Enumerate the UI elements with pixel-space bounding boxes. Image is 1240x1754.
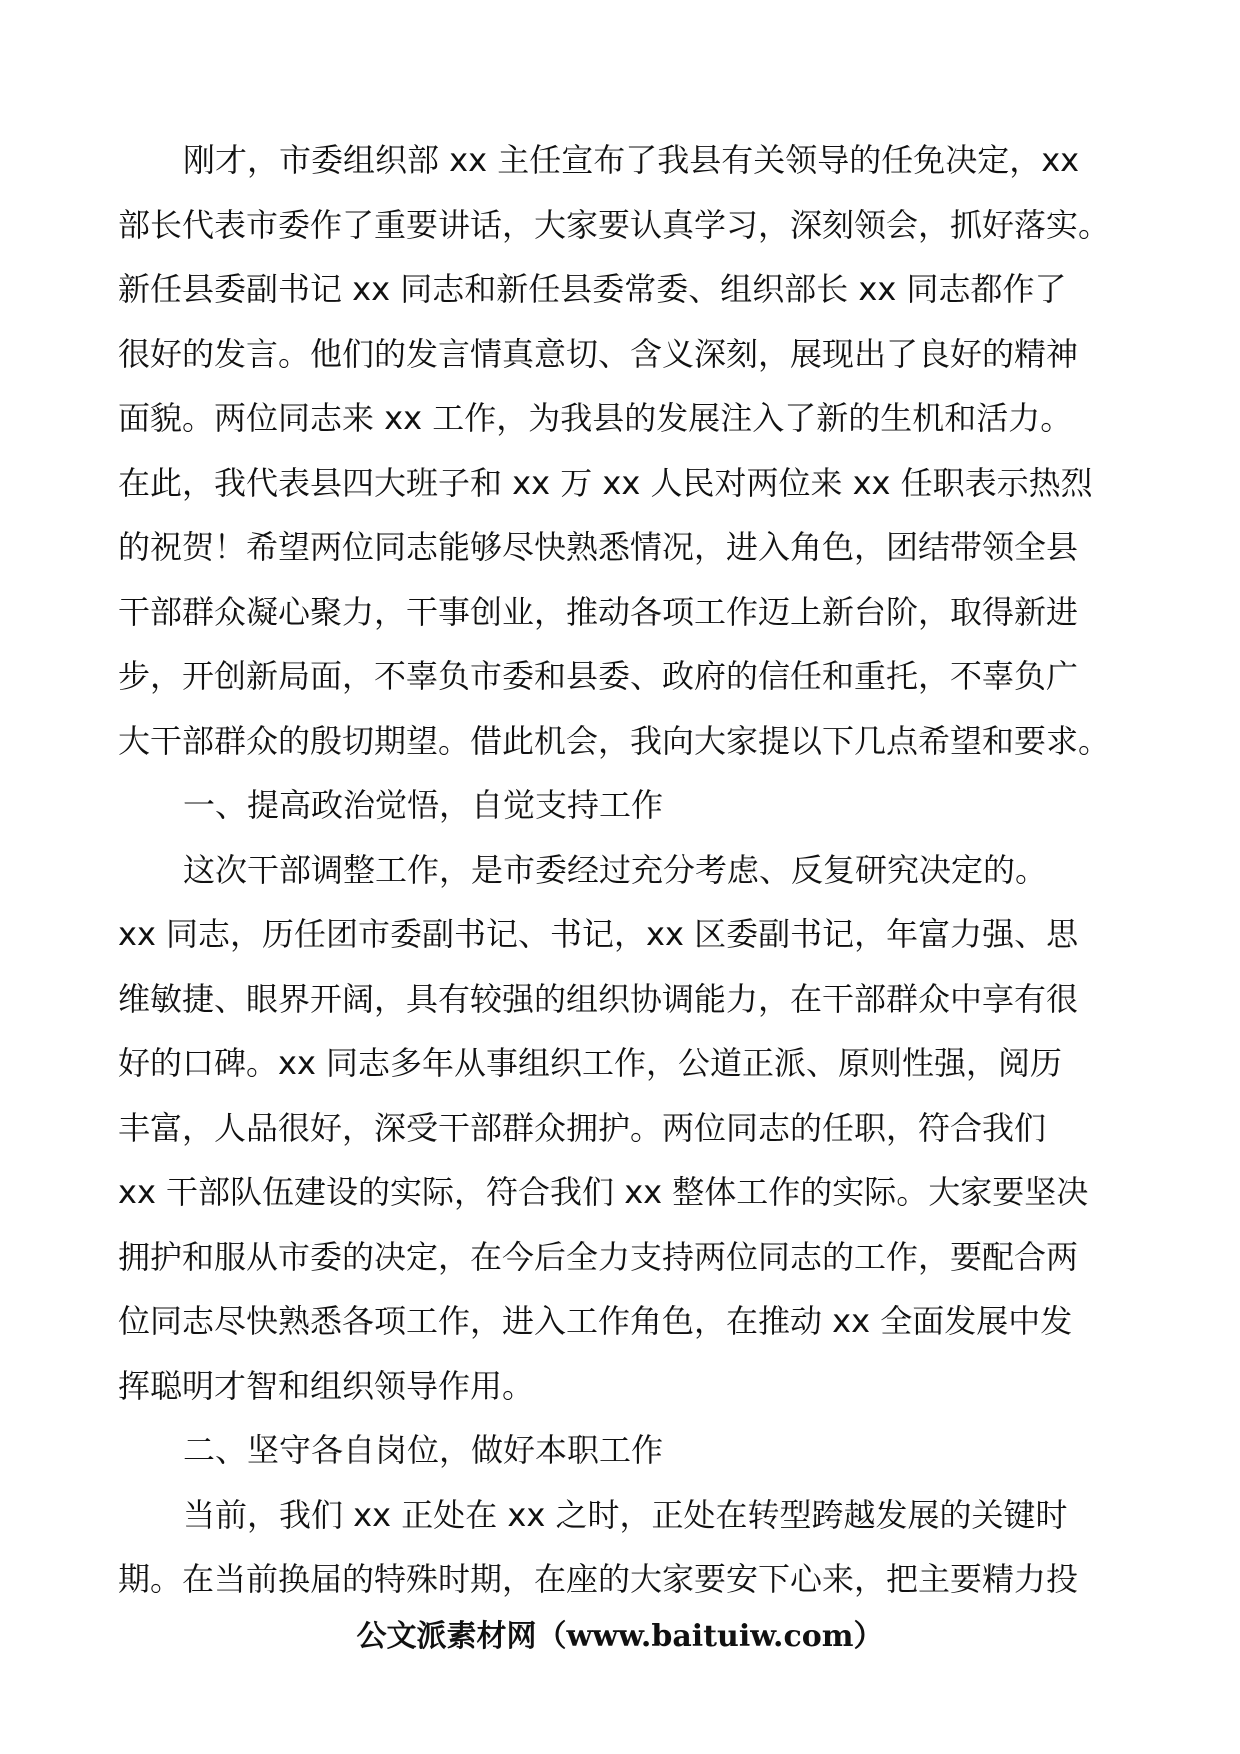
section-heading-2: 二、坚守各自岗位，做好本职工作 — [183, 1431, 664, 1469]
text-line: 当前，我们 xx 正处在 xx 之时，正处在转型跨越发展的关键时 — [183, 1495, 1068, 1534]
text-line: 很好的发言。他们的发言情真意切、含义深刻，展现出了良好的精神 — [118, 334, 1079, 373]
text-line: 位同志尽快熟悉各项工作，进入工作角色，在推动 xx 全面发展中发 — [118, 1302, 1073, 1340]
section-heading-1: 一、提高政治觉悟，自觉支持工作 — [183, 786, 664, 824]
text-line: 部长代表市委作了重要讲话，大家要认真学习，深刻领会，抓好落实。 — [118, 205, 1111, 244]
text-line: xx 同志，历任团市委副书记、书记，xx 区委副书记，年富力强、思 — [118, 915, 1079, 953]
text-line: 期。在当前换届的特殊时期，在座的大家要安下心来，把主要精力投 — [118, 1560, 1079, 1598]
text-line: 挥聪明才智和组织领导作用。 — [118, 1366, 535, 1405]
text-line: 拥护和服从市委的决定，在今后全力支持两位同志的工作，要配合两 — [118, 1237, 1079, 1276]
text-line: 丰富，人品很好，深受干部群众拥护。两位同志的任职，符合我们 — [118, 1108, 1047, 1147]
footer-watermark: 公文派素材网（www.baituiw.com） — [356, 1619, 884, 1654]
document-body — [118, 128, 1128, 1612]
text-line: 大干部群众的殷切期望。借此机会，我向大家提以下几点希望和要求。 — [118, 721, 1111, 760]
text-line: 好的口碑。xx 同志多年从事组织工作，公道正派、原则性强，阅历 — [118, 1044, 1063, 1082]
text-line: 这次干部调整工作，是市委经过充分考虑、反复研究决定的。 — [183, 850, 1048, 889]
text-line: xx 干部队伍建设的实际，符合我们 xx 整体工作的实际。大家要坚决 — [118, 1173, 1089, 1211]
text-line: 步，开创新局面，不辜负市委和县委、政府的信任和重托，不辜负广 — [118, 657, 1079, 695]
text-line: 的祝贺！希望两位同志能够尽快熟悉情况，进入角色，团结带领全县 — [118, 528, 1079, 566]
text-line: 干部群众凝心聚力，干事创业，推动各项工作迈上新台阶，取得新进 — [118, 592, 1079, 631]
text-line: 新任县委副书记 xx 同志和新任县委常委、组织部长 xx 同志都作了 — [118, 270, 1067, 308]
text-line: 面貌。两位同志来 xx 工作，为我县的发展注入了新的生机和活力。 — [118, 399, 1073, 437]
text-line: 维敏捷、眼界开阔，具有较强的组织协调能力，在干部群众中享有很 — [118, 979, 1079, 1018]
text-line: 在此，我代表县四大班子和 xx 万 xx 人民对两位来 xx 任职表示热烈 — [118, 463, 1093, 502]
text-line: 刚才，市委组织部 xx 主任宣布了我县有关领导的任免决定，xx — [183, 141, 1080, 179]
